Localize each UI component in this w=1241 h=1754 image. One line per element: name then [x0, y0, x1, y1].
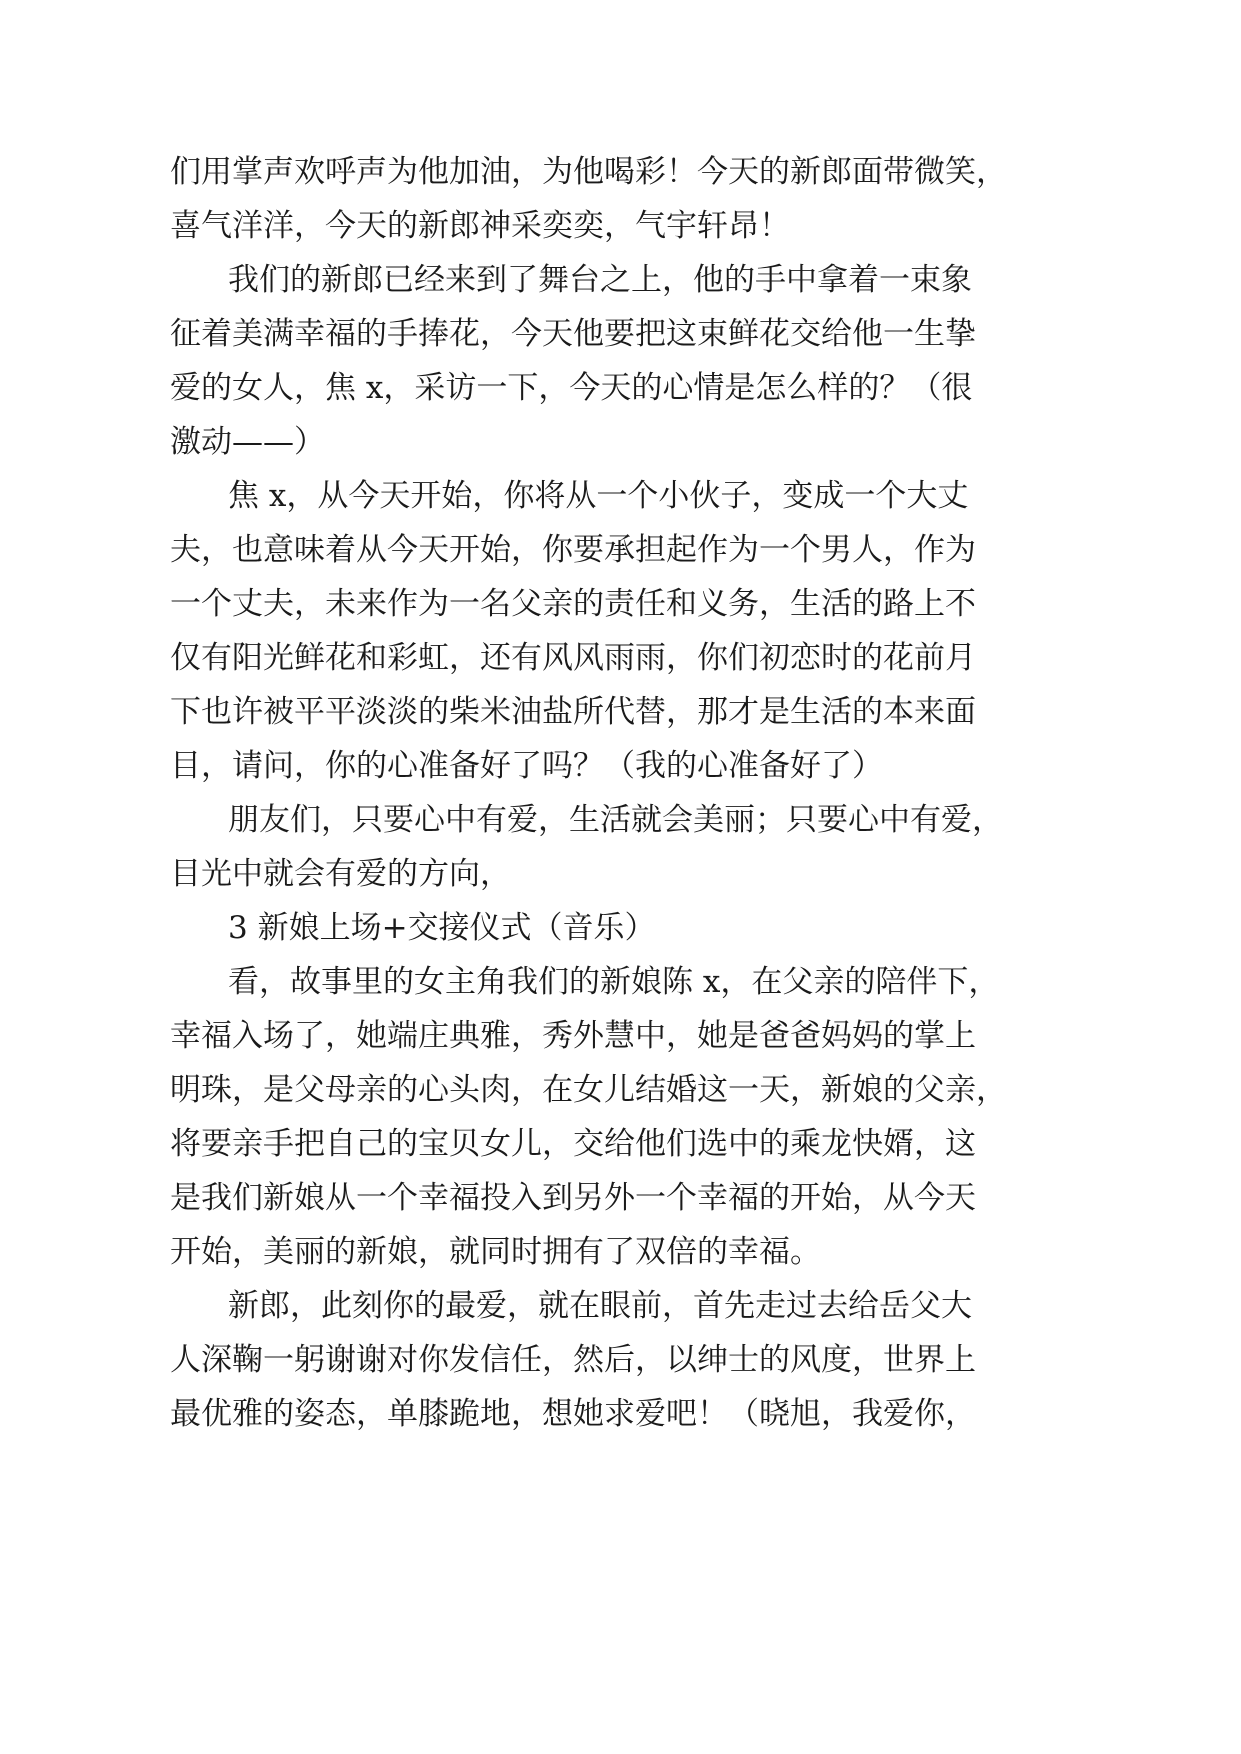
text-line: 喜气洋洋，今天的新郎神采奕奕，气宇轩昂！ [170, 208, 790, 244]
text-line: 下也许被平平淡淡的柴米油盐所代替，那才是生活的本来面 [170, 694, 976, 730]
text-line: 激动——） [170, 424, 325, 460]
text-line: 一个丈夫，未来作为一名父亲的责任和义务，生活的路上不 [170, 586, 976, 622]
text-line: 看，故事里的女主角我们的新娘陈 x，在父亲的陪伴下， [228, 964, 1000, 1000]
text-line: 开始，美丽的新娘，就同时拥有了双倍的幸福。 [170, 1234, 821, 1270]
text-line: 夫，也意味着从今天开始，你要承担起作为一个男人，作为 [170, 532, 976, 568]
text-line: 幸福入场了，她端庄典雅，秀外慧中，她是爸爸妈妈的掌上 [170, 1018, 976, 1054]
text-line: 焦 x，从今天开始，你将从一个小伙子，变成一个大丈 [228, 478, 969, 514]
text-line: 们用掌声欢呼声为他加油，为他喝彩！今天的新郎面带微笑， [170, 154, 1007, 190]
text-line: 目，请问，你的心准备好了吗？（我的心准备好了） [170, 748, 883, 784]
text-line: 人深鞠一躬谢谢对你发信任，然后，以绅士的风度，世界上 [170, 1342, 976, 1378]
text-line: 朋友们，只要心中有爱，生活就会美丽；只要心中有爱， [228, 802, 1003, 838]
text-line: 仅有阳光鲜花和彩虹，还有风风雨雨，你们初恋时的花前月 [170, 640, 976, 676]
text-line: 爱的女人，焦 x，采访一下，今天的心情是怎么样的？（很 [170, 370, 973, 406]
text-line: 我们的新郎已经来到了舞台之上，他的手中拿着一束象 [228, 262, 972, 298]
section-heading: 3 新娘上场+交接仪式（音乐） [228, 910, 656, 946]
text-line: 目光中就会有爱的方向， [170, 856, 511, 892]
text-line: 明珠，是父母亲的心头肉，在女儿结婚这一天，新娘的父亲， [170, 1072, 1007, 1108]
text-line: 将要亲手把自己的宝贝女儿，交给他们选中的乘龙快婿，这 [170, 1126, 976, 1162]
text-line: 是我们新娘从一个幸福投入到另外一个幸福的开始，从今天 [170, 1180, 976, 1216]
text-line: 新郎，此刻你的最爱，就在眼前，首先走过去给岳父大 [228, 1288, 972, 1324]
text-line: 最优雅的姿态，单膝跪地，想她求爱吧！（晓旭，我爱你， [170, 1396, 976, 1432]
text-line: 征着美满幸福的手捧花，今天他要把这束鲜花交给他一生挚 [170, 316, 976, 352]
